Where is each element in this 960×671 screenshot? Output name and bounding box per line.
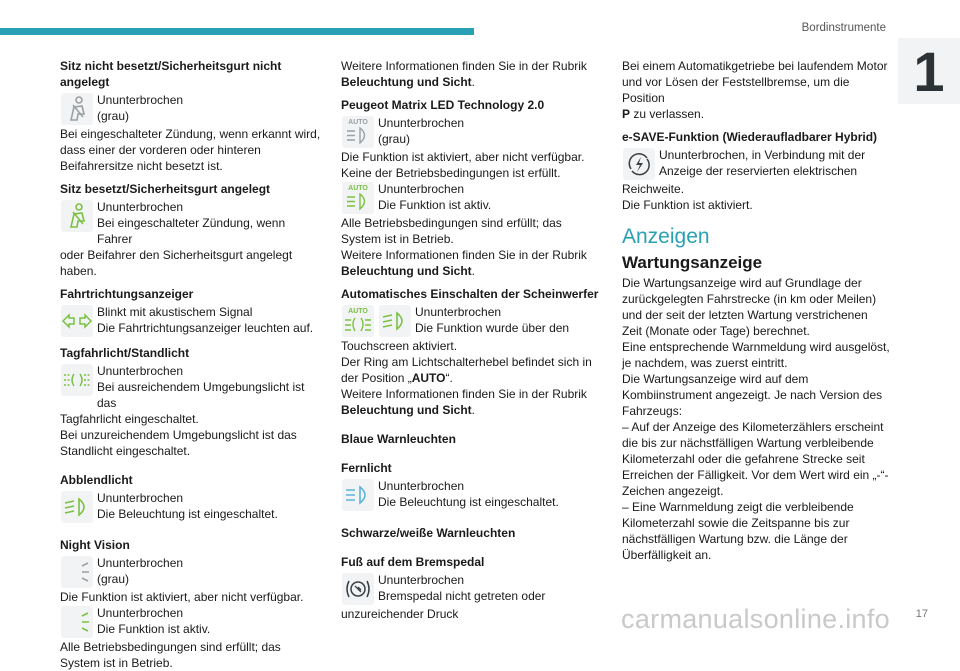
- matrix-b-text-1: Alle Betriebsbedingungen sind erfüllt; das System ist in Betrieb.: [341, 216, 562, 246]
- turn-line-1: Blinkt mit akustischem Signal: [97, 305, 253, 319]
- esave-icon: [622, 147, 656, 181]
- svg-text:AUTO: AUTO: [348, 185, 368, 192]
- auto-line-2: Die Funktion wurde über den: [415, 321, 570, 335]
- entry-auto-headlamps: [341, 304, 603, 338]
- low-line-2: Die Beleuchtung ist eingeschaltet.: [97, 507, 278, 521]
- col3-intro-text: Bei einem Automatikgetriebe bei laufendem Motor und vor Lösen der Feststellbremse, um die Position: [622, 59, 888, 105]
- matrix-a-line-2: (grau): [378, 132, 411, 146]
- brake-text: unzureichender Druck: [341, 607, 459, 621]
- matrix-b-text-2-main: Weitere Informationen finden Sie in der Rubrik: [341, 248, 587, 262]
- entry-esave: [622, 147, 890, 181]
- heading-low-beam: Abblendlicht: [60, 473, 133, 487]
- auto-text-2: [341, 354, 603, 386]
- column-2: [341, 58, 603, 622]
- brake-pedal-icon: [341, 572, 375, 606]
- header-title: Bordinstrumente: [801, 22, 886, 34]
- wartung-text-4: – Auf der Anzeige des Kilometerzählers erscheint die bis zur nächstfälligen Wartung verbleibende Kilometerzahl oder die gefahrene Strecke seit Erreichen der Fälligkeit. Vor dem Wert wird ein „-“-Zeichen angezeigt.: [622, 420, 889, 498]
- seat-free-line-1: Ununterbrochen: [97, 93, 184, 107]
- night-a-text: Die Funktion ist aktiviert, aber nicht verfügbar.: [60, 590, 304, 604]
- matrix-a-line-1: Ununterbrochen: [378, 116, 465, 130]
- auto-text-2-post: “.: [445, 371, 453, 385]
- svg-text:AUTO: AUTO: [348, 119, 368, 126]
- high-beam-icon: [341, 478, 375, 512]
- auto-text-1: Touchscreen aktiviert.: [341, 339, 458, 353]
- brake-line-1: Ununterbrochen: [378, 573, 465, 587]
- col3-intro: [622, 58, 890, 122]
- low-line-1: Ununterbrochen: [97, 491, 184, 505]
- matrix-a-text-1: Die Funktion ist aktiviert, aber nicht verfügbar.: [341, 150, 585, 164]
- entry-brake-pedal: [341, 572, 603, 606]
- night-b-line-1: Ununterbrochen: [97, 606, 184, 620]
- wartung-text-2: Eine entsprechende Warnmeldung wird ausgelöst, je nachdem, was zuerst eintritt.: [622, 340, 890, 370]
- entry-matrix-green: [341, 181, 603, 215]
- low-beam-icon: [60, 490, 94, 524]
- auto-text-2-bold: AUTO: [411, 371, 446, 385]
- auto-headlamp-green-icon: [341, 304, 375, 338]
- matrix-a-text-2: Keine der Betriebsbedingungen ist erfüllt.: [341, 166, 561, 180]
- col2-intro-link: Beleuchtung und Sicht: [341, 75, 472, 89]
- esave-line-2: Anzeige der reservierten elektrischen: [659, 164, 858, 178]
- heading-night-vision: Night Vision: [60, 538, 130, 552]
- matrix-b-line-1: Ununterbrochen: [378, 182, 465, 196]
- entry-drl: [60, 363, 322, 411]
- seat-belt-grey-icon: [60, 92, 94, 126]
- seat-belt-text: oder Beifahrer den Sicherheitsgurt angelegt haben.: [60, 248, 293, 278]
- esave-text-2: Die Funktion ist aktiviert.: [622, 198, 753, 212]
- entry-night-vision-grey: [60, 555, 322, 589]
- auto-text-3: Weitere Informationen finden Sie in der Rubrik Beleuchtung und Sicht.: [341, 387, 587, 417]
- entry-turn: [60, 304, 322, 338]
- daytime-light-icon: [60, 363, 94, 397]
- night-vision-grey-icon: [60, 555, 94, 589]
- seat-free-text: Bei eingeschalteter Zündung, wenn erkannt wird, dass einer der vorderen oder hinteren Beifahrersitze nicht besetzt ist.: [60, 127, 321, 173]
- auto-text-3-main: Weitere Informationen finden Sie in der Rubrik: [341, 387, 587, 401]
- night-b-text: Alle Betriebsbedingungen sind erfüllt; das System ist in Betrieb.: [60, 640, 281, 670]
- esave-text-1: Reichweite.: [622, 182, 685, 196]
- heading-drl: Tagfahrlicht/Standlicht: [60, 346, 190, 360]
- entry-high-beam: [341, 478, 603, 512]
- night-a-line-2: (grau): [97, 572, 130, 586]
- entry-low-beam: [60, 490, 322, 524]
- heading-matrix: Peugeot Matrix LED Technology 2.0: [341, 98, 545, 112]
- heading-brake-pedal: Fuß auf dem Bremspedal: [341, 555, 485, 569]
- drl-text-2: Bei unzureichendem Umgebungslicht ist das Standlicht eingeschaltet.: [60, 428, 297, 458]
- heading-wartungsanzeige: Wartungsanzeige: [622, 253, 763, 272]
- turn-signal-arrows-icon: [60, 304, 94, 338]
- section-title-anzeigen: Anzeigen: [622, 225, 710, 248]
- chapter-number: 1: [898, 38, 960, 104]
- wartung-text-3: Die Wartungsanzeige wird auf dem Kombiinstrument angezeigt. Je nach Version des Fahrzeugs:: [622, 372, 883, 418]
- col2-intro-text: Weitere Informationen finden Sie in der Rubrik: [341, 59, 587, 73]
- heading-bw-lamps: Schwarze/weiße Warnleuchten: [341, 526, 516, 540]
- col3-intro-post: zu verlassen.: [630, 107, 705, 121]
- entry-seat-belt: [60, 199, 322, 247]
- heading-esave: e-SAVE-Funktion (Wiederaufladbarer Hybrid): [622, 130, 878, 144]
- heading-high-beam: Fernlicht: [341, 461, 392, 475]
- heading-auto-headlamps: Automatisches Einschalten der Scheinwerfer: [341, 287, 599, 301]
- header-accent-bar: [0, 28, 474, 35]
- auto-line-1: Ununterbrochen: [415, 305, 502, 319]
- heading-blue-lamps: Blaue Warnleuchten: [341, 432, 456, 446]
- svg-text:AUTO: AUTO: [348, 308, 368, 315]
- heading-turn: Fahrtrichtungsanzeiger: [60, 287, 194, 301]
- column-3: [622, 58, 890, 563]
- matrix-b-text-2: Weitere Informationen finden Sie in der Rubrik Beleuchtung und Sicht.: [341, 248, 587, 278]
- seat-belt-line-1: Ununterbrochen: [97, 200, 184, 214]
- night-b-line-2: Die Funktion ist aktiv.: [97, 622, 211, 636]
- drl-line-2: Bei ausreichendem Umgebungslicht ist das: [97, 380, 305, 410]
- esave-line-1: Ununterbrochen, in Verbindung mit der: [659, 148, 866, 162]
- page-number: 17: [915, 608, 928, 620]
- seat-belt-green-icon: [60, 199, 94, 233]
- high-line-2: Die Beleuchtung ist eingeschaltet.: [378, 495, 559, 509]
- night-a-line-1: Ununterbrochen: [97, 556, 184, 570]
- seat-belt-line-2: Bei eingeschalteter Zündung, wenn Fahrer: [97, 216, 286, 246]
- turn-line-2: Die Fahrtrichtungsanzeiger leuchten auf.: [97, 321, 314, 335]
- seat-free-line-2: (grau): [97, 109, 130, 123]
- matrix-b-line-2: Die Funktion ist aktiv.: [378, 198, 492, 212]
- low-beam-small-icon: [378, 304, 412, 338]
- drl-line-1: Ununterbrochen: [97, 364, 184, 378]
- wartung-text-1: Die Wartungsanzeige wird auf Grundlage der zurückgelegten Fahrstrecke (in km oder Meilen) und der seit der letzten Wartung verstrichenen Zeit (Monate oder Tage) berechnet.: [622, 276, 877, 338]
- heading-seat-belt: Sitz besetzt/Sicherheitsgurt angelegt: [60, 182, 271, 196]
- auto-beam-grey-icon: [341, 115, 375, 149]
- entry-matrix-grey: [341, 115, 603, 149]
- col2-intro: Weitere Informationen finden Sie in der Rubrik Beleuchtung und Sicht.: [341, 59, 587, 89]
- brake-line-2: Bremspedal nicht getreten oder: [378, 589, 546, 603]
- auto-beam-green-icon: [341, 181, 375, 215]
- auto-text-3-link: Beleuchtung und Sicht: [341, 403, 472, 417]
- entry-seat-free: [60, 92, 322, 126]
- matrix-b-link: Beleuchtung und Sicht: [341, 264, 472, 278]
- col3-intro-bold: P: [622, 107, 631, 121]
- watermark: carmanualsonline.info: [621, 604, 890, 634]
- high-line-1: Ununterbrochen: [378, 479, 465, 493]
- column-1: [60, 58, 322, 671]
- heading-seat-free: Sitz nicht besetzt/Sicherheitsgurt nicht angelegt: [60, 59, 282, 89]
- drl-text-1: Tagfahrlicht eingeschaltet.: [60, 412, 199, 426]
- auto-text-2-pre: Der Ring am Lichtschalterhebel befindet sich in der Position „: [341, 355, 592, 385]
- wartung-text-5: – Eine Warnmeldung zeigt die verbleibende Kilometerzahl sowie die Zeitspanne bis zur nächstfälligen Wartung bzw. die Länge der Überfälligkeit an.: [622, 500, 854, 562]
